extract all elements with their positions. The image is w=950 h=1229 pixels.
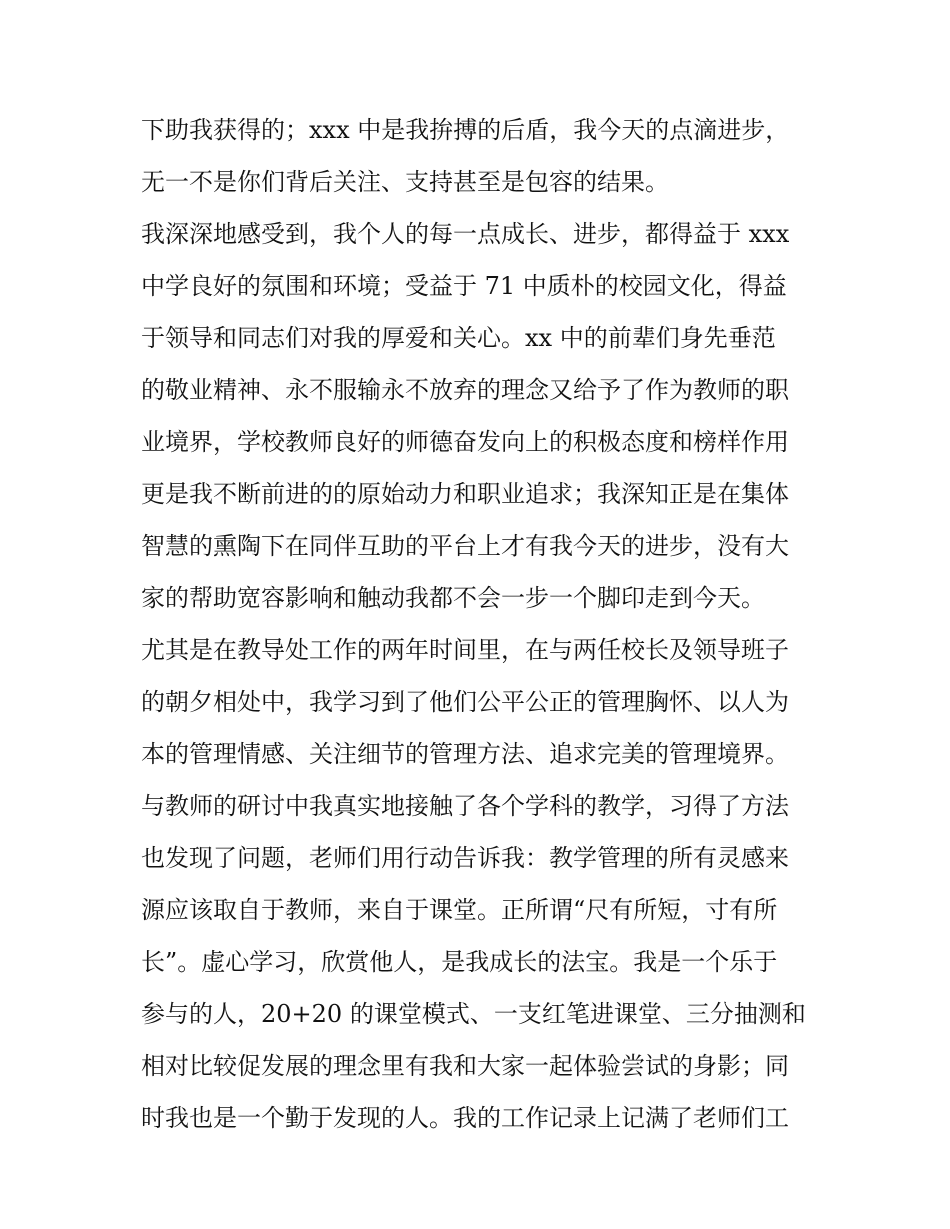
text-line-7: 业境界，学校教师良好的师德奋发向上的积极态度和榜样作用 [141,428,789,456]
text-line-2: 无一不是你们背后关注、支持甚至是包容的结果。 [141,168,669,196]
text-line-13: 本的管理情感、关注细节的管理方法、追求完美的管理境界。 [141,740,789,768]
text-line-1: 下助我获得的；xxx 中是我拚搏的后盾，我今天的点滴进步， [141,116,790,144]
body-text [141,104,821,1144]
text-line-4: 中学良好的氛围和环境；受益于 71 中质朴的校园文化，得益 [141,272,787,300]
text-line-20: 时我也是一个勤于发现的人。我的工作记录上记满了老师们工 [141,1104,789,1132]
text-line-9: 智慧的熏陶下在同伴互助的平台上才有我今天的进步，没有大 [141,532,789,560]
text-line-16: 源应该取自于教师，来自于课堂。正所谓“尺有所短，寸有所 [141,896,778,924]
text-line-17: 长”。虚心学习，欣赏他人，是我成长的法宝。我是一个乐于 [141,948,778,976]
text-line-14: 与教师的研讨中我真实地接触了各个学科的教学，习得了方法 [141,792,789,820]
text-line-12: 的朝夕相处中，我学习到了他们公平公正的管理胸怀、以人为 [141,688,789,716]
text-line-19: 相对比较促发展的理念里有我和大家一起体验尝试的身影；同 [141,1052,789,1080]
text-line-10: 家的帮助宽容影响和触动我都不会一步一个脚印走到今天。 [141,584,765,612]
text-line-3: 我深深地感受到，我个人的每一点成长、进步，都得益于 xxx [141,220,790,248]
text-line-8: 更是我不断前进的的原始动力和职业追求；我深知正是在集体 [141,480,789,508]
text-line-15: 也发现了问题，老师们用行动告诉我：教学管理的所有灵感来 [141,844,789,872]
text-line-11: 尤其是在教导处工作的两年时间里，在与两任校长及领导班子 [141,636,789,664]
text-line-18: 参与的人，20+20 的课堂模式、一支红笔进课堂、三分抽测和 [141,1000,806,1028]
text-line-5: 于领导和同志们对我的厚爱和关心。xx 中的前辈们身先垂范 [141,324,776,352]
text-line-6: 的敬业精神、永不服输永不放弃的理念又给予了作为教师的职 [141,376,789,404]
